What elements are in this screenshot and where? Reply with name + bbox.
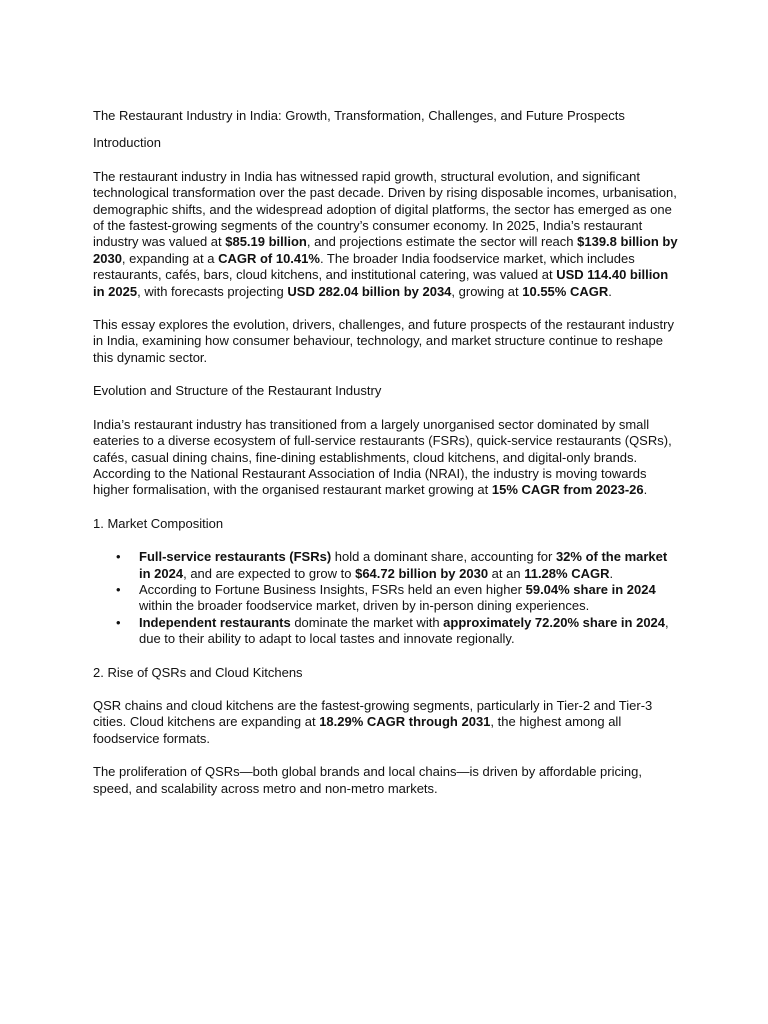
list-item: • According to Fortune Business Insights, FSRs held an even higher 59.04% share in 2024 within the broader foodservice market, driven by in-person dining experiences.	[116, 581, 656, 614]
introduction-paragraph-2: This essay explores the evolution, drivers, challenges, and future prospects of the restaurant industry in India, examining how consumer behaviour, technology, and market structure continue to reshape this dynamic sector.	[93, 317, 674, 365]
evolution-heading: Evolution and Structure of the Restaurant Industry	[93, 383, 382, 399]
list-item: • Independent restaurants dominate the market with approximately 72.20% share in 2024, due to their ability to adapt to local tastes and innovate regionally.	[116, 614, 669, 647]
market-composition-list	[93, 549, 678, 647]
bullet-icon: •	[116, 614, 121, 630]
document-title: The Restaurant Industry in India: Growth, Transformation, Challenges, and Future Prospects	[93, 108, 625, 123]
bullet-icon: •	[116, 549, 121, 565]
qsr-paragraph-2: The proliferation of QSRs—both global brands and local chains—is driven by affordable pricing, speed, and scalability across metro and non-metro markets.	[93, 764, 642, 796]
market-composition-heading: 1. Market Composition	[93, 515, 224, 531]
evolution-paragraph: India’s restaurant industry has transitioned from a largely unorganised sector dominated by small eateries to a diverse ecosystem of full-service restaurants (FSRs), quick-service restaurants (QSRs), cafés, casual dining chains, fine-dining establishments, cloud kitchens, and digital-only brands. According to the National Restaurant Association of India (NRAI), the industry is moving towards higher formalisation, with the organised restaurant market growing at 15% CAGR from 2023-26.	[93, 416, 672, 498]
list-item: • Full-service restaurants (FSRs) hold a dominant share, accounting for 32% of the market in 2024, and are expected to grow to $64.72 billion by 2030 at an 11.28% CAGR.	[116, 549, 668, 581]
introduction-heading: Introduction	[93, 135, 161, 151]
document-page	[93, 108, 678, 814]
qsr-paragraph-1: QSR chains and cloud kitchens are the fastest-growing segments, particularly in Tier-2 and Tier-3 cities. Cloud kitchens are expanding at 18.29% CAGR through 2031, the highest among all foodservice formats.	[93, 697, 653, 746]
bullet-icon: •	[116, 581, 121, 597]
introduction-paragraph-1: The restaurant industry in India has witnessed rapid growth, structural evolution, and significant technological transformation over the past decade. Driven by rising disposable incomes, urbanisation, demographic shifts, and the widespread adoption of digital platforms, the sector has emerged as one of the fastest-growing segments of the country’s consumer economy. In 2025, India’s restaurant industry was valued at $85.19 billion, and projections estimate the sector will reach $139.8 billion by 2030, expanding at a CAGR of 10.41%. The broader India foodservice market, which includes restaurants, cafés, bars, cloud kitchens, and institutional catering, was valued at USD 114.40 billion in 2025, with forecasts projecting USD 282.04 billion by 2034, growing at 10.55% CAGR.	[93, 168, 678, 299]
qsr-heading: 2. Rise of QSRs and Cloud Kitchens	[93, 664, 303, 680]
